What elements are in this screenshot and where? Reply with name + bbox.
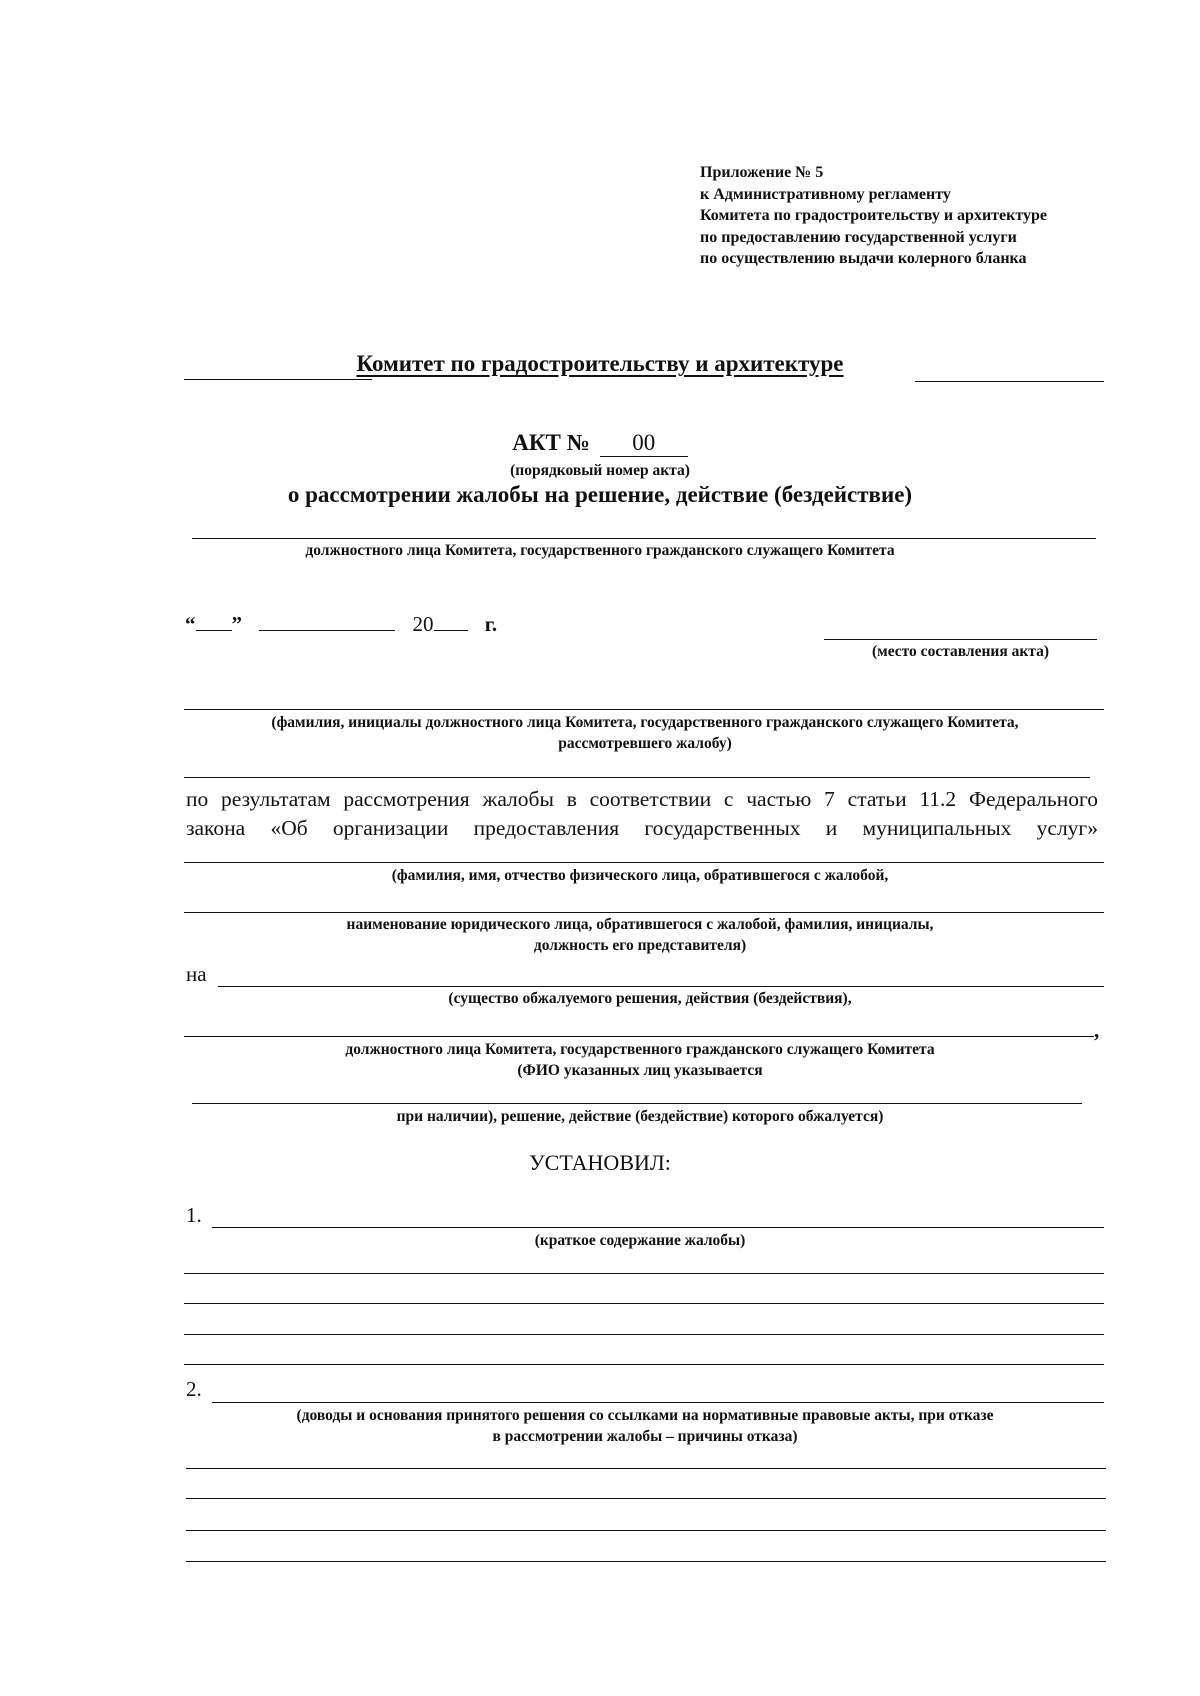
appendix-line: Комитета по градостроительству и архитектуре — [700, 207, 1047, 224]
item1-extra-line[interactable] — [184, 1273, 1104, 1274]
act-title — [0, 430, 1200, 457]
decision-line-3[interactable] — [192, 1103, 1082, 1104]
act-number[interactable]: 00 — [600, 430, 688, 457]
item2-extra-line[interactable] — [186, 1530, 1106, 1531]
decision-caption-line3: (ФИО указанных лиц указывается — [517, 1062, 763, 1079]
decision-comma: , — [1094, 1018, 1100, 1042]
body-paragraph — [186, 785, 1098, 843]
place-line[interactable] — [824, 639, 1097, 640]
appendix-header — [700, 162, 1047, 270]
reviewer-caption-line1: (фамилия, инициалы должностного лица Комитета, государственного гражданского служащего Комитета, — [271, 714, 1019, 731]
act-number-caption: (порядковый номер акта) — [510, 462, 690, 479]
act-title-prefix: АКТ № — [512, 430, 590, 455]
item2-number: 2. — [186, 1377, 202, 1401]
official-caption: должностного лица Комитета, государственного гражданского служащего Комитета — [305, 542, 895, 559]
item2-extra-line[interactable] — [186, 1468, 1106, 1469]
on-label: на — [186, 962, 207, 986]
appendix-line: по осуществлению выдачи колерного бланка — [700, 250, 1027, 267]
org-line-right — [915, 381, 1104, 382]
item2-caption-line1: (доводы и основания принятого решения со ссылками на нормативные правовые акты, при отказе — [296, 1407, 994, 1424]
appendix-line: Приложение № 5 — [700, 164, 824, 181]
applicant-line[interactable] — [184, 862, 1104, 863]
applicant-caption-line2: наименование юридического лица, обратившегося с жалобой, фамилия, инициалы, — [346, 916, 934, 933]
item1-caption: (краткое содержание жалобы) — [534, 1232, 746, 1249]
appendix-line: по предоставлению государственной услуги — [700, 228, 1017, 246]
decision-caption-line4: при наличии), решение, действие (бездействие) которого обжалуется) — [396, 1108, 884, 1125]
decision-line-2[interactable] — [184, 1036, 1094, 1037]
item2-extra-line[interactable] — [186, 1561, 1106, 1562]
date-open-quote: “ — [185, 612, 196, 636]
item1-extra-line[interactable] — [184, 1303, 1104, 1304]
item1-number: 1. — [186, 1203, 202, 1227]
reviewer-extra-line[interactable] — [184, 777, 1090, 778]
official-line[interactable] — [192, 538, 1096, 539]
day-field[interactable] — [196, 612, 232, 631]
month-field[interactable] — [259, 612, 395, 631]
applicant-caption-line3: должность его представителя) — [533, 937, 747, 954]
item2-caption-line2: в рассмотрении жалобы – причины отказа) — [492, 1428, 798, 1445]
reviewer-line[interactable] — [184, 709, 1104, 710]
year-field[interactable] — [434, 612, 468, 631]
established-heading: УСТАНОВИЛ: — [529, 1150, 671, 1175]
date-row — [185, 612, 497, 637]
org-line-left — [184, 379, 372, 380]
reviewer-caption-line2: рассмотревшего жалобу) — [558, 735, 732, 752]
item2-extra-line[interactable] — [186, 1498, 1106, 1499]
item1-extra-line[interactable] — [184, 1334, 1104, 1335]
place-caption: (место составления акта) — [871, 643, 1050, 660]
organization-title: Комитет по градостроительству и архитектуре — [356, 351, 844, 376]
decision-caption-line2: должностного лица Комитета, государственного гражданского служащего Комитета — [345, 1041, 935, 1058]
decision-caption-line1: (существо обжалуемого решения, действия (бездействия), — [448, 990, 852, 1007]
year-prefix: 20 — [412, 612, 434, 636]
item2-line[interactable] — [212, 1402, 1104, 1403]
applicant-caption-line1: (фамилия, имя, отчество физического лица, обратившегося с жалобой, — [391, 867, 889, 884]
item1-line[interactable] — [212, 1227, 1104, 1228]
date-close-quote: ” — [231, 612, 242, 636]
appendix-line: к Административному регламенту — [700, 185, 951, 203]
body-line-1: по результатам рассмотрения жалобы в соответствии с частью 7 статьи 11.2 Федерального — [186, 787, 1098, 811]
act-subtitle: о рассмотрении жалобы на решение, действие (бездействие) — [287, 482, 913, 507]
year-suffix: г. — [484, 612, 498, 636]
applicant-line-2[interactable] — [184, 912, 1104, 913]
decision-line[interactable] — [218, 986, 1104, 987]
item1-extra-line[interactable] — [184, 1364, 1104, 1365]
body-line-2: закона «Об организации предоставления государственных и муниципальных услуг» — [186, 816, 1098, 840]
